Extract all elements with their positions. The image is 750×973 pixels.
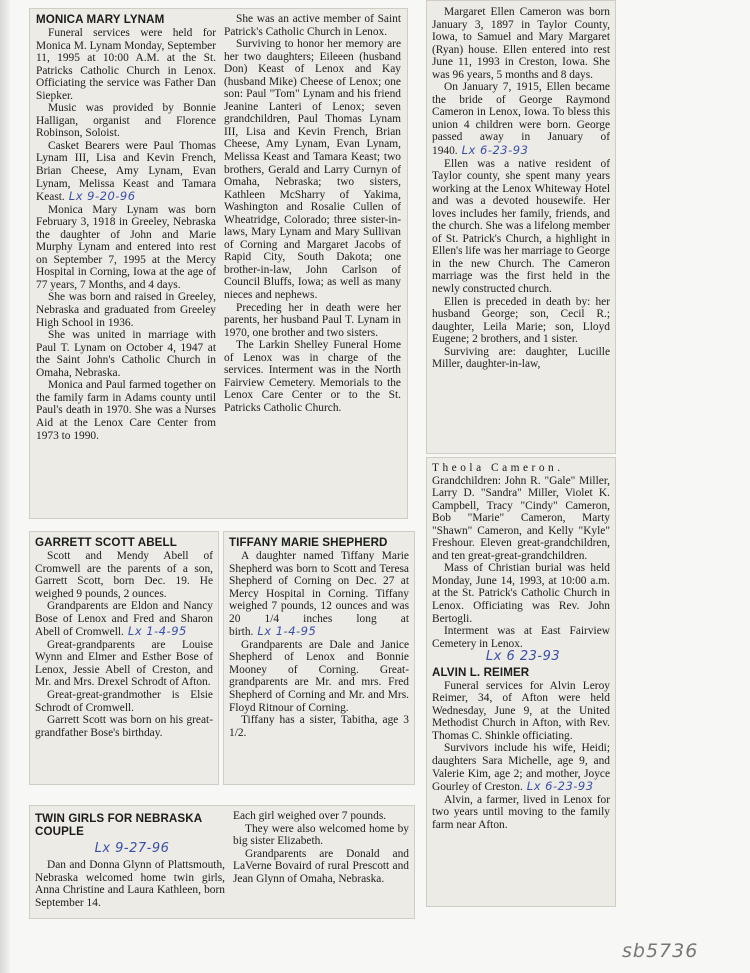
shepherd-headline: TIFFANY MARIE SHEPHERD bbox=[229, 536, 388, 549]
shepherd-body bbox=[229, 550, 409, 739]
cameron-paragraph: Ellen is preceded in death by: her husband George; son, Cecil R.; daughter, Leila Marie; son, Lloyd Eugene; 2 brothers, and 1 sister. bbox=[432, 295, 610, 346]
handwritten-date-note: Lx 9-20-96 bbox=[68, 189, 136, 204]
cameron-continued-body bbox=[432, 462, 610, 664]
lynam-paragraph: She was an active member of Saint Patrick's Catholic Church in Lenox. bbox=[224, 13, 401, 38]
lynam-column-1 bbox=[36, 13, 216, 442]
handwritten-date-note: Lx 1-4-95 bbox=[257, 624, 317, 639]
birth-notice-garrett-abell bbox=[30, 532, 218, 784]
lynam-paragraph: Surviving to honor her memory are her two daughters; Eileeen (husband Don) Keast of Lenox and Kay (husband Mike) Cheese of Lenox; one son: Paul "Tom" Lynam and his friend Jeanine Lanteri of Lenox; seven grandchildren, Paul Thomas Lynam III, Lisa and Kevin French, Brian Cheese, Amy Lynam, Evan Lynam, Melissa Keast and Tamara Keast; two brothers, Gerald and Larry Curnyn of Omaha, Nebraska; two sisters, Kathleen McSharry of Yakima, Washington and Rosalie Cullen of Wheatridge, Colorado; three sister-in-laws, Mary Lynam and Mary Sullivan of Corning and Margaret Jacobs of Rapid City, South Dakota; one brother-in-law, John Carlson of Council Bluffs, Iowa; as well as many nieces and nephews. bbox=[224, 38, 401, 302]
shepherd-paragraph: Grandparents are Dale and Janice Shepherd of Lenox and Bonnie Mooney of Corning. Great-grandparents are Mr. and mrs. Fred Shepherd of Corning and Mr. and Mrs. Floyd Ritnour of Corning. bbox=[229, 638, 409, 714]
twins-body-col1 bbox=[35, 859, 225, 909]
birth-notice-twin-girls bbox=[30, 806, 414, 918]
cameron-column bbox=[432, 6, 610, 371]
cameron-paragraph: Grandchildren: John R. "Gale" Miller, Larry D. "Sandra" Miller, Violet K. Campbell, Tracy "Cindy" Cameron, Bob "Marie" Cameron, Marty "Shawn" Cameron, and Kelly "Kyle" Freshour. Eleven great-grandchildren, and ten great-great-grandchildren. bbox=[432, 474, 610, 562]
lynam-paragraph: Preceding her in death were her parents, her husband Paul T. Lynam in 1970, one brother and two sisters. bbox=[224, 301, 401, 339]
twins-paragraph: They were also welcomed home by big sister Elizabeth. bbox=[233, 822, 409, 848]
abell-body bbox=[35, 550, 213, 739]
cameron-body bbox=[432, 6, 610, 371]
twins-paragraph: Dan and Donna Glynn of Plattsmouth, Nebraska welcomed home twin girls, Anna Christine and Laura Kathleen, born September 14. bbox=[35, 859, 225, 909]
abell-paragraph: Great-grandparents are Louise Wynn and Elmer and Esther Bose of Lenox, Jessie Abell of Creston, and Mr. and Mrs. Drexel Schrodt of Afton. bbox=[35, 638, 213, 689]
lynam-paragraph: The Larkin Shelley Funeral Home of Lenox was in charge of the services. Interment was in the North Fairview Cemetery. Memorials to the Lenox Care Center or to the St. Patricks Catholic Church. bbox=[224, 339, 401, 414]
reimer-headline: ALVIN L. REIMER bbox=[432, 665, 530, 679]
twins-body-col2 bbox=[233, 810, 409, 885]
twins-column-2 bbox=[233, 810, 409, 885]
obituary-monica-lynam bbox=[30, 9, 407, 518]
abell-paragraph: Garrett Scott was born on his great-grandfather Bose's birthday. bbox=[35, 714, 213, 739]
shepherd-paragraph: Tiffany has a sister, Tabitha, age 3 1/2. bbox=[229, 714, 409, 739]
obituary-margaret-cameron bbox=[427, 1, 615, 453]
handwritten-date-note: Lx 1-4-95 bbox=[127, 624, 187, 639]
lynam-paragraph-text: Casket Bearers were Paul Thomas Lynam III, Lisa and Kevin French, Brian Cheese, Amy Lynam, Evan Lynam, Melissa Keast and Tamara Keast. bbox=[36, 139, 216, 204]
reimer-paragraph-text: Survivors include his wife, Heidi; daughters Sara Michelle, age 9, and Valerie Kim, age 2; and mother, Joyce Gourley of Creston. bbox=[432, 742, 610, 794]
lynam-column-2 bbox=[224, 13, 401, 415]
shepherd-column bbox=[229, 536, 409, 739]
twins-paragraph: Each girl weighed over 7 pounds. bbox=[233, 810, 387, 822]
handwritten-date-note: Lx 6-23-93 bbox=[526, 779, 594, 794]
cameron-survivor-name: Theola Cameron. bbox=[432, 462, 564, 474]
cameron-continued-column bbox=[432, 462, 610, 831]
lynam-paragraph bbox=[36, 140, 216, 204]
reimer-paragraph: Funeral services for Alvin Leroy Reimer, 34, of Afton were held Wednesday, June 9, at the United Methodist Church in Afton, with Rev. Thomas C. Shinkle officiating. bbox=[432, 679, 610, 742]
lynam-paragraph: Funeral services were held for Monica M. Lynam Monday, September 11, 1995 at 10:00 A.M. at the St. Patricks Catholic Church in Lenox. Officiating the service was Father Dan Siepker. bbox=[36, 27, 216, 102]
twins-headline: TWIN GIRLS FOR NEBRASKA COUPLE bbox=[35, 812, 202, 838]
catalog-number: sb5736 bbox=[622, 940, 699, 962]
cameron-paragraph bbox=[432, 81, 610, 157]
abell-headline: GARRETT SCOTT ABELL bbox=[35, 536, 177, 549]
twins-column-1 bbox=[35, 812, 225, 909]
cameron-paragraph: Surviving are: daughter, Lucille Miller, daughter-in-law, bbox=[432, 345, 610, 371]
lynam-body-col1 bbox=[36, 27, 216, 442]
lynam-body-col2 bbox=[224, 13, 401, 415]
lynam-paragraph: Monica and Paul farmed together on the family farm in Adams county until Paul's death in 1970. She was a Nurses Aid at the Lenox Care Center from 1973 to 1990. bbox=[36, 379, 216, 442]
reimer-body bbox=[432, 680, 610, 832]
lynam-paragraph: Music was provided by Bonnie Halligan, organist and Florence Robinson, Soloist. bbox=[36, 102, 216, 140]
cameron-paragraph: Mass of Christian burial was held Monday, June 14, 1993, at 10:00 a.m. at the St. Patrick's Catholic Church in Lenox. Officiating was Rev. John Bertogli. bbox=[432, 562, 610, 625]
birth-notice-tiffany-shepherd bbox=[224, 532, 414, 784]
cameron-paragraph: Interment was at East Fairview Cemetery in Lenox. bbox=[432, 625, 610, 650]
handwritten-date-note: Lx 9-27-96 bbox=[94, 841, 170, 856]
handwritten-date-note: Lx 6 23-93 bbox=[485, 649, 561, 665]
abell-paragraph: Scott and Mendy Abell of Cromwell are the parents of a son, Garrett Scott, born Dec. 19. He weighed 9 pounds, 2 ounces. bbox=[35, 550, 213, 600]
cameron-paragraph: Ellen was a native resident of Taylor county, she spent many years working at the Lenox Whiteway Hotel and was a devoted housewife. Her loves includes her family, friends, and the church. She was a lifelong member of St. Patrick's Church, a highlight in Ellen's life was her marriage to George in the new Church. The Cameron marriage was the first held in the newly constructed church. bbox=[432, 157, 610, 296]
abell-paragraph: Great-great-grandmother is Elsie Schrodt of Cromwell. bbox=[35, 689, 213, 714]
reimer-paragraph bbox=[432, 742, 610, 793]
handwritten-date-line bbox=[432, 651, 610, 664]
cameron-paragraph-text: On January 7, 1915, Ellen became the bride of George Raymond Cameron in Lenox, Iowa. To bless this union 4 children were born. George passed away in January of 1940. bbox=[432, 81, 610, 158]
scan-page-edge bbox=[0, 0, 10, 973]
handwritten-date-line bbox=[35, 839, 225, 857]
shepherd-paragraph bbox=[229, 550, 409, 639]
abell-column bbox=[35, 536, 213, 739]
abell-paragraph-text: Grandparents are Eldon and Nancy Bose of Lenox and Fred and Sharon Abell of Cromwell. bbox=[35, 600, 213, 639]
abell-paragraph bbox=[35, 600, 213, 639]
twins-paragraph: Grandparents are Donald and LaVerne Bovaird of rural Prescott and Jean Glynn of Omaha, Nebraska. bbox=[233, 847, 409, 885]
lynam-headline: MONICA MARY LYNAM bbox=[36, 13, 165, 26]
reimer-paragraph: Alvin, a farmer, lived in Lenox for two years until moving to the family farm near Afton. bbox=[432, 793, 610, 831]
handwritten-date-note: Lx 6-23-93 bbox=[461, 143, 529, 158]
shepherd-paragraph-text: A daughter named Tiffany Marie Shepherd was born to Scott and Teresa Shepherd of Corning on Dec. 27 at Mercy Hospital in Corning. Tiffany weighed 7 pounds, 12 ounces and was 20 1/4 inches long at birth. bbox=[229, 550, 409, 639]
lynam-paragraph: She was united in marriage with Paul T. Lynam on October 4, 1947 at the Saint John's Catholic Church in Omaha, Nebraska. bbox=[36, 329, 216, 379]
lynam-paragraph: Monica Mary Lynam was born February 3, 1918 in Greeley, Nebraska the daughter of John and Marie Murphy Lynam and entered into rest on September 7, 1995 at the Mercy Hospital in Corning, Iowa at the age of 77 years, 7 Months, and 4 days. bbox=[36, 203, 216, 291]
cameron-paragraph: Margaret Ellen Cameron was born January 3, 1897 in Taylor County, Iowa, to Samuel and Mary Margaret (Ryan) house. Ellen entered into rest June 11, 1993 in Creston, Iowa. She was 96 years, 5 months and 8 days. bbox=[432, 6, 610, 81]
lynam-paragraph: She was born and raised in Greeley, Nebraska and graduated from Greeley High School in 1936. bbox=[36, 291, 216, 329]
obituary-cameron-continued-and-reimer bbox=[427, 458, 615, 906]
